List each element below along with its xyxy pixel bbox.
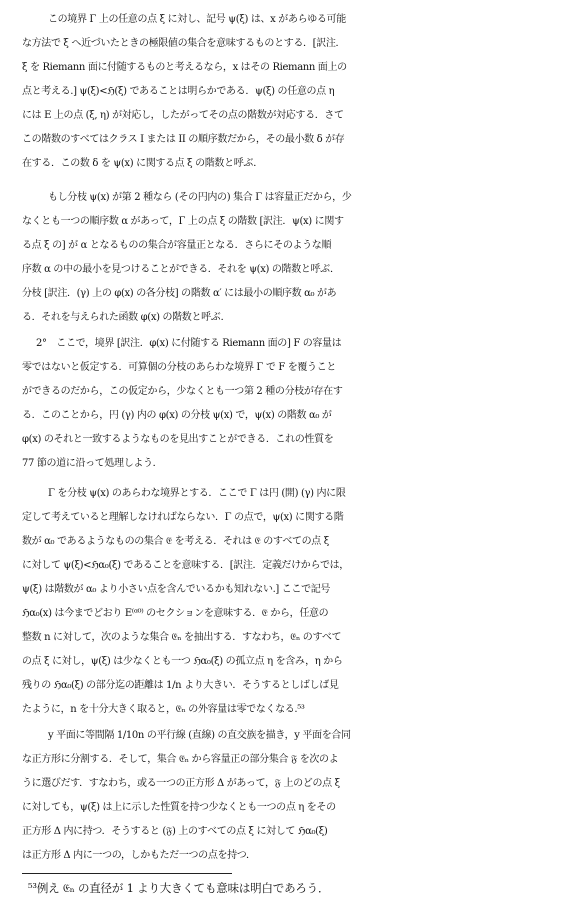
text-line: 零ではないと仮定する．可算個の分枝のあらわな境界 Γ で F を覆うこと [22, 362, 336, 373]
text-line: 定して考えていると理解しなければならない．Γ の点で，ψ(x) に関する階 [22, 512, 344, 523]
text-line: もし分枝 ψ(x) が第 2 種なら (その円内の) 集合 Γ は容量正だから，少 [48, 192, 352, 203]
text-line: ℌα₀(x) は今までどおり E⁽ᵅ⁰⁾ のセクションを意味する．𝔈 から，任意の [22, 608, 329, 619]
text-line: ができるのだから，この仮定から，少なくとも一つ第 2 種の分枝が存在す [22, 386, 343, 397]
text-line: は正方形 Δ 内に一つの，しかもただ一つの点を持つ． [22, 850, 256, 861]
text-line: この階数のすべてはクラス I または II の順序数だから，その最小数 δ が存 [22, 134, 345, 145]
text-line: この境界 Γ 上の任意の点 ξ に対し、記号 ψ(ξ) は、x があらゆる可能 [48, 14, 346, 25]
text-line: φ(x) のそれと一致するようなものを見出すことができる．これの性質を [22, 434, 334, 445]
text-line: る．それを与えられた函数 φ(x) の階数と呼ぶ． [22, 312, 231, 323]
text-line: 点と考える.] ψ(ξ)<ℌ(ξ) であることは明らかである．ψ(ξ) の任意の点 η [22, 86, 335, 97]
text-line: に対しても，ψ(ξ) は上に示した性質を持つ少なくとも一つの点 η をその [22, 802, 336, 813]
text-line: には E 上の点 (ξ, η) が対応し，したがってその点の階数が対応する．さて [22, 110, 344, 121]
text-line: うに選びだす．すなわち，或る一つの正方形 Δ があって，𝔉 上のどの点 ξ [22, 778, 340, 789]
text-line: 序数 α の中の最小を見つけることができる．それを ψ(x) の階数と呼ぶ． [22, 264, 340, 275]
text-line: たように，n を十分大きく取ると，𝔈ₙ の外容量は零でなくなる.⁵³ [22, 704, 305, 715]
text-line: 2° ここで，境界 [訳注．φ(x) に付随する Riemann 面の] F の容量は [36, 338, 342, 349]
text-line: ξ を Riemann 面に付随するものと考えるなら，x はその Riemann 面上の [22, 62, 347, 73]
footnote-rule [22, 873, 232, 874]
text-line: 正方形 Δ 内に持つ．そうすると (𝔉) 上のすべての点 ξ に対して ℌα₀(ξ) [22, 826, 328, 837]
text-line: 分枝 [訳注．(γ) 上の φ(x) の各分枝] の階数 α′ には最小の順序数 α₀ があ [22, 288, 337, 299]
text-line: 77 節の道に沿って処理しよう． [22, 458, 163, 469]
text-line: ψ(ξ) は階数が α₀ より小さい点を含んでいるかも知れない.] ここで記号 [22, 584, 331, 595]
text-line: 整数 n に対して，次のような集合 𝔈ₙ を抽出する．すなわち，𝔈ₙ のすべて [22, 632, 342, 643]
text-line: な方法で ξ へ近づいたときの極限値の集合を意味するものとする．[訳注． [22, 38, 346, 49]
text-line: な正方形に分割する．そして，集合 𝔈ₙ から容量正の部分集合 𝔉 を次のよ [22, 754, 339, 765]
footnote: ⁵³例え 𝔈ₙ の直径が 1 より大きくても意味は明白であろう． [28, 881, 330, 895]
text-line: y 平面に等間隔 1/10n の平行線 (直線) の直交族を描き，y 平面を合同 [48, 730, 351, 741]
text-line: なくとも一つの順序数 α があって，Γ 上の点 ξ の階数 [訳注．ψ(x) に関す [22, 216, 344, 227]
text-line: の点 ξ に対し，ψ(ξ) は少なくとも一つ ℌα₀(ξ) の孤立点 η を含み，η から [22, 656, 343, 667]
text-line: 在する．この数 δ を ψ(x) に関する点 ξ の階数と呼ぶ． [22, 158, 263, 169]
text-line: る点 ξ の] が α となるものの集合が容量正となる．さらにそのような順 [22, 240, 332, 251]
text-line: 数が α₀ であるようなものの集合 𝔈 を考える．それは 𝔈 のすべての点 ξ [22, 536, 329, 547]
text-line: Γ を分枝 ψ(x) のあらわな境界とする．ここで Γ は円 (開) (γ) 内に限 [48, 488, 346, 499]
text-line: る．このことから，円 (γ) 内の φ(x) の分枝 ψ(x) で，ψ(x) の階数 α₀ が [22, 410, 332, 421]
text-line: 残りの ℌα₀(ξ) の部分迄の距離は 1/n より大きい．そうするとしばしば見 [22, 680, 339, 691]
text-line: に対して ψ(ξ)<ℌα₀(ξ) であることを意味する．[訳注．定義だけからでは， [22, 560, 349, 571]
